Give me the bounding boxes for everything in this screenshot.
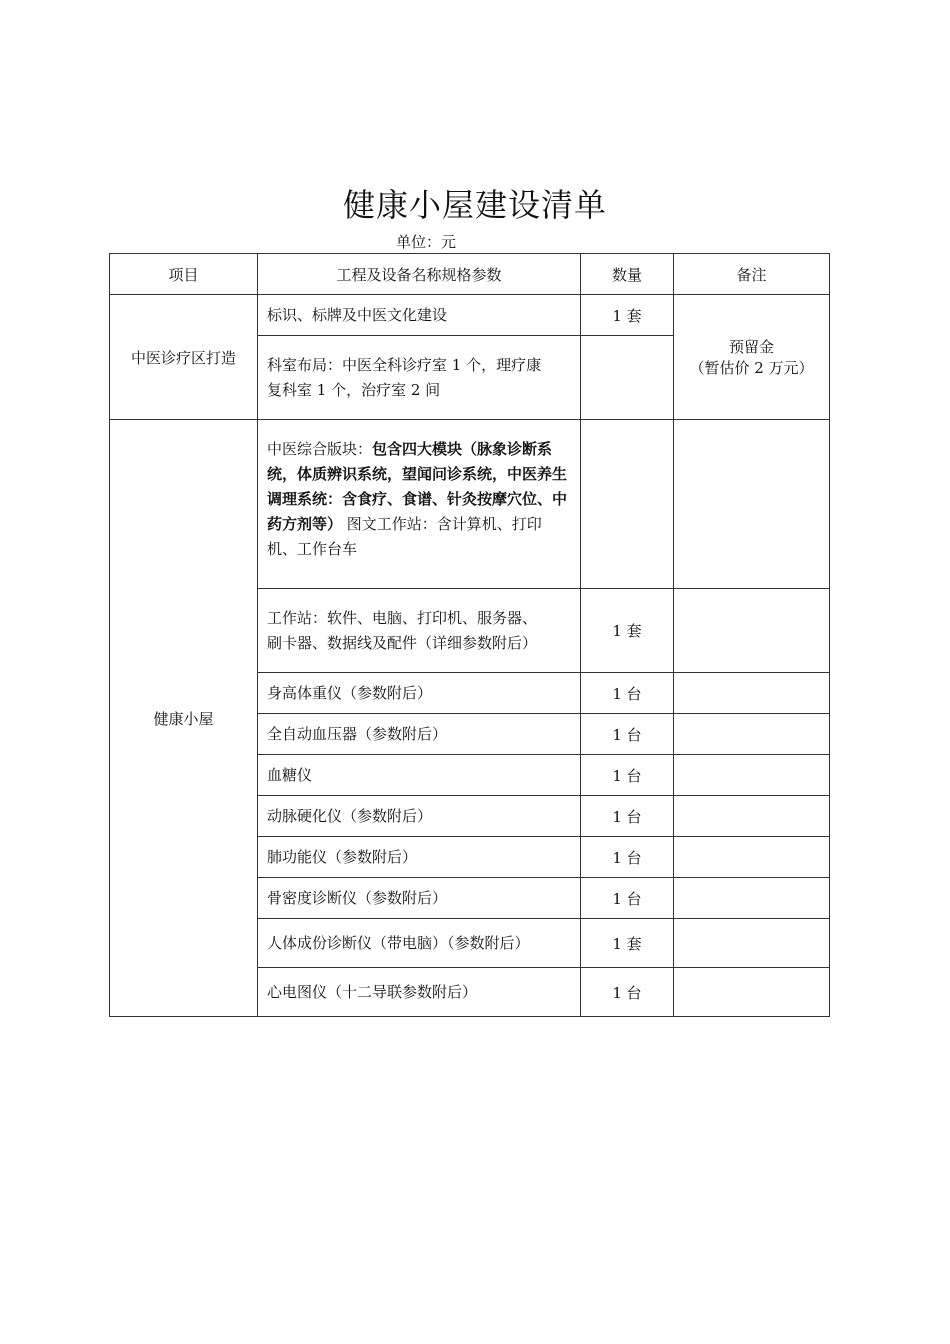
tcm-suffix: 图文工作站：含计算机、打印机、工作台车 [267,514,542,558]
item-qty: 1 套 [581,919,674,968]
item-qty: 1 台 [581,796,674,837]
item-note [674,796,830,837]
item-qty: 1 台 [581,755,674,796]
item-name: 标识、标牌及中医文化建设 [258,295,581,336]
item-qty: 1 台 [581,714,674,755]
item-qty: 1 套 [581,295,674,336]
item-qty: 1 台 [581,673,674,714]
tcm-prefix: 中医综合版块： [267,439,373,458]
item-name-line: 科室布局：中医全科诊疗室 1 个，理疗康 [267,355,542,374]
tcm-modules-bold: 包含四大模块（脉象诊断系统，体质辨识系统，望闻问诊系统，中医养生调理系统：含食疗、食谱、针灸按摩穴位、中药方剂等） [267,439,568,533]
item-note [674,837,830,878]
item-note [674,673,830,714]
item-name-line: 复科室 1 个，治疗室 2 间 [267,380,441,399]
item-note [674,919,830,968]
item-name: 动脉硬化仪（参数附后） [258,796,581,837]
item-note [674,968,830,1017]
item-name: 肺功能仪（参数附后） [258,837,581,878]
item-qty: 1 台 [581,878,674,919]
item-name [258,336,581,420]
item-name: 血糖仪 [258,755,581,796]
header-qty: 数量 [581,254,674,295]
item-qty [581,336,674,420]
unit-label: 单位：元 [396,233,457,251]
page-title: 健康小屋建设清单 [342,186,607,224]
item-name-tcm-module [258,420,581,589]
item-qty: 1 套 [581,589,674,673]
item-name-line: 刷卡器、数据线及配件（详细参数附后） [267,633,538,652]
table-header-row [110,254,830,295]
item-name: 人体成份诊断仪（带电脑）（参数附后） [258,919,581,968]
item-name: 心电图仪（十二导联参数附后） [258,968,581,1017]
header-note: 备注 [674,254,830,295]
item-note [674,714,830,755]
item-name-line: 工作站：软件、电脑、打印机、服务器、 [267,608,538,627]
item-name [258,589,581,673]
construction-list-table [109,253,830,1017]
item-name: 骨密度诊断仪（参数附后） [258,878,581,919]
item-name: 全自动血压器（参数附后） [258,714,581,755]
item-note [674,755,830,796]
header-name: 工程及设备名称规格参数 [258,254,581,295]
item-qty: 1 台 [581,837,674,878]
table-row [110,420,830,589]
item-qty: 1 台 [581,968,674,1017]
item-qty [581,420,674,589]
group-label-health-hut: 健康小屋 [110,420,258,1017]
item-note [674,420,830,589]
group-label-tcm-area: 中医诊疗区打造 [110,295,258,420]
table-row [110,295,830,336]
item-note [674,589,830,673]
note-reserve-fund [674,295,830,420]
item-note [674,878,830,919]
item-name: 身高体重仪（参数附后） [258,673,581,714]
note-line: 预留金 [728,338,774,356]
note-line: （暂估价 2 万元） [689,359,814,377]
header-item: 项目 [110,254,258,295]
